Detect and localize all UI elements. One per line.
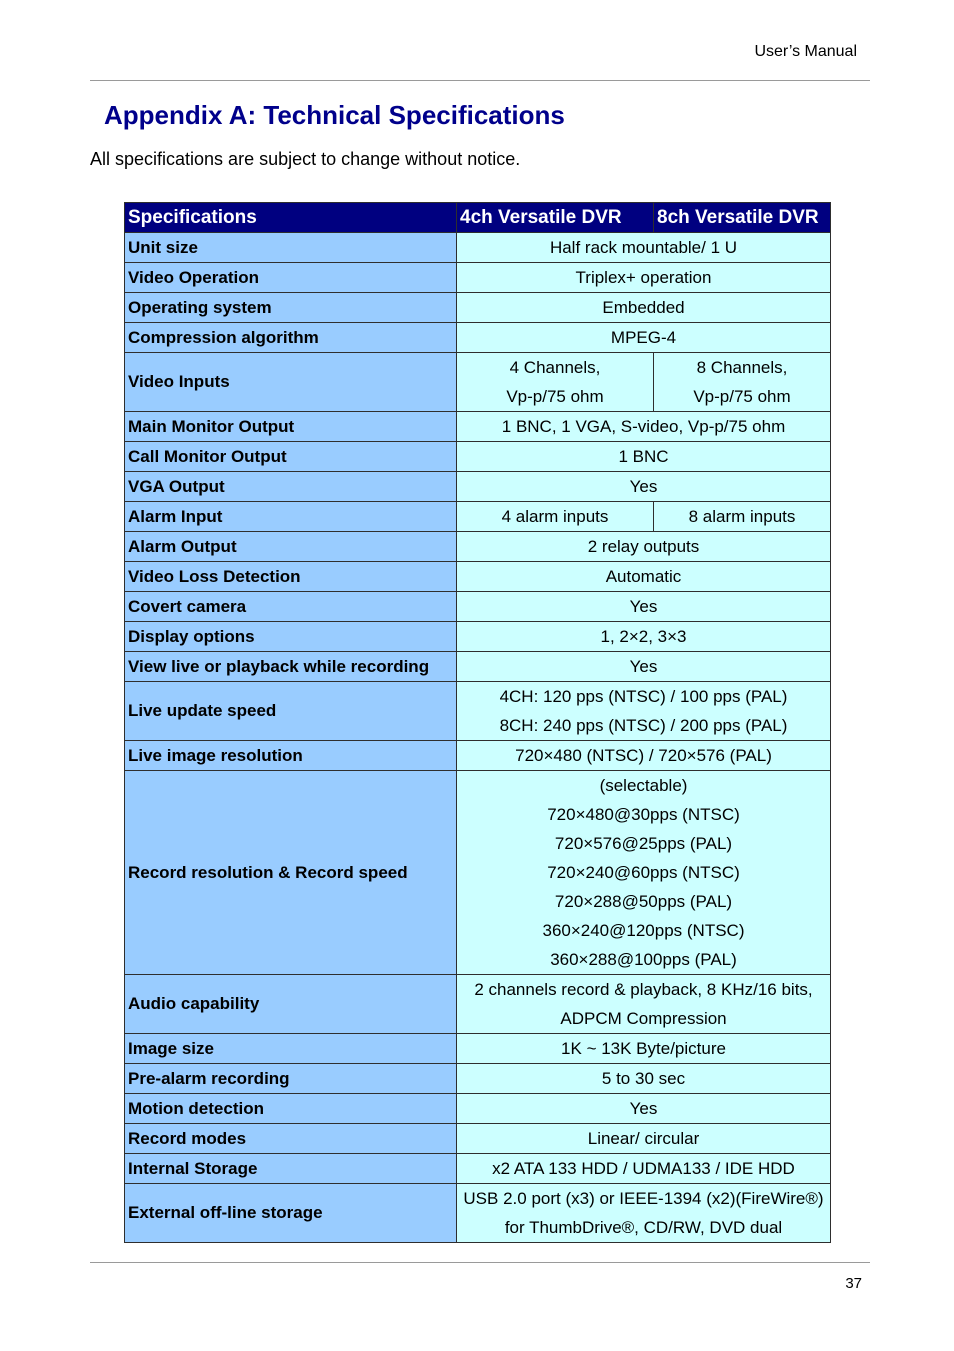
spec-value: [457, 1184, 831, 1243]
spec-label: External off-line storage: [125, 1184, 457, 1243]
value-line: 720×576@25pps (PAL): [554, 834, 733, 853]
value-line: Automatic: [605, 567, 682, 586]
value-line: 1, 2×2, 3×3: [600, 627, 687, 646]
value-line: USB 2.0 port (x3) or IEEE-1394 (x2)(FireWire®): [463, 1189, 824, 1208]
spec-value: [457, 1064, 831, 1094]
table-row: [125, 682, 831, 741]
header-divider: [90, 80, 870, 81]
value-line: 360×240@120pps (NTSC): [542, 921, 745, 940]
spec-label: Record modes: [125, 1124, 457, 1154]
spec-value: [457, 323, 831, 353]
value-line: 720×480@30pps (NTSC): [547, 805, 740, 824]
table-row: [125, 771, 831, 975]
spec-value: [457, 233, 831, 263]
value-line: MPEG-4: [610, 328, 677, 347]
spec-value: [457, 1034, 831, 1064]
spec-value: [457, 682, 831, 741]
spec-label: Live update speed: [125, 682, 457, 741]
value-line: 8CH: 240 pps (NTSC) / 200 pps (PAL): [499, 716, 788, 735]
table-row: [125, 472, 831, 502]
header-8ch-dvr: 8ch Versatile DVR: [654, 203, 831, 233]
spec-label: Alarm Output: [125, 532, 457, 562]
spec-label: Video Loss Detection: [125, 562, 457, 592]
spec-value: [457, 592, 831, 622]
table-row: [125, 293, 831, 323]
spec-value: [457, 532, 831, 562]
table-row: [125, 532, 831, 562]
spec-value-8ch: [654, 502, 831, 532]
page-title: Appendix A: Technical Specifications: [104, 100, 565, 130]
spec-value: [457, 263, 831, 293]
table-row: [125, 442, 831, 472]
value-line: (selectable): [599, 776, 688, 795]
header-specifications: Specifications: [125, 203, 457, 233]
value-line: 1 BNC, 1 VGA, S-video, Vp-p/75 ohm: [501, 417, 786, 436]
table-row: [125, 353, 831, 412]
spec-value: [457, 1094, 831, 1124]
header-4ch-dvr: 4ch Versatile DVR: [457, 203, 654, 233]
table-row: [125, 263, 831, 293]
spec-value: [457, 442, 831, 472]
table-row: [125, 1124, 831, 1154]
value-line: Yes: [629, 657, 658, 676]
value-line: Linear/ circular: [587, 1129, 700, 1148]
value-line: 1K ~ 13K Byte/picture: [561, 1039, 726, 1058]
value-line: Yes: [629, 597, 658, 616]
table-header-row: [125, 203, 831, 233]
value-line: 5 to 30 sec: [601, 1069, 686, 1088]
spec-value: [457, 412, 831, 442]
spec-label: Covert camera: [125, 592, 457, 622]
value-line: 2 relay outputs: [587, 537, 700, 556]
table-row: [125, 1154, 831, 1184]
table-row: [125, 233, 831, 263]
value-line: Vp-p/75 ohm: [506, 387, 604, 406]
spec-label: Operating system: [125, 293, 457, 323]
spec-label: Video Inputs: [125, 353, 457, 412]
spec-label: Motion detection: [125, 1094, 457, 1124]
table-row: [125, 1034, 831, 1064]
spec-label: Audio capability: [125, 975, 457, 1034]
table-row: [125, 741, 831, 771]
spec-label: Pre-alarm recording: [125, 1064, 457, 1094]
value-line: Half rack mountable/ 1 U: [549, 238, 738, 257]
value-line: 720×240@60pps (NTSC): [547, 863, 740, 882]
page-number: 37: [845, 1275, 862, 1292]
specifications-table: [124, 202, 831, 1243]
spec-label: Display options: [125, 622, 457, 652]
table-row: [125, 1064, 831, 1094]
spec-label: View live or playback while recording: [125, 652, 457, 682]
spec-value: [457, 652, 831, 682]
spec-label: Internal Storage: [125, 1154, 457, 1184]
table-row: [125, 652, 831, 682]
spec-value: [457, 472, 831, 502]
value-line: x2 ATA 133 HDD / UDMA133 / IDE HDD: [492, 1159, 795, 1178]
value-line: 360×288@100pps (PAL): [550, 950, 737, 969]
spec-label: Call Monitor Output: [125, 442, 457, 472]
table-row: [125, 1094, 831, 1124]
spec-label: Alarm Input: [125, 502, 457, 532]
value-line: Embedded: [602, 298, 685, 317]
table-row: [125, 323, 831, 353]
value-line: Vp-p/75 ohm: [693, 387, 791, 406]
spec-label: VGA Output: [125, 472, 457, 502]
spec-value: [457, 622, 831, 652]
spec-value: [457, 562, 831, 592]
table-row: [125, 1184, 831, 1243]
spec-value: [457, 771, 831, 975]
spec-value-4ch: [457, 502, 654, 532]
spec-label: Image size: [125, 1034, 457, 1064]
running-header: User’s Manual: [754, 43, 857, 60]
spec-value-8ch: [654, 353, 831, 412]
spec-label: Compression algorithm: [125, 323, 457, 353]
spec-value: [457, 741, 831, 771]
value-line: 2 channels record & playback, 8 KHz/16 bits,: [474, 980, 813, 999]
spec-value: [457, 975, 831, 1034]
spec-label: Live image resolution: [125, 741, 457, 771]
spec-label: Unit size: [125, 233, 457, 263]
table-row: [125, 562, 831, 592]
spec-value: [457, 293, 831, 323]
table-row: [125, 975, 831, 1034]
value-line: Triplex+ operation: [575, 268, 712, 287]
value-line: Yes: [629, 1099, 658, 1118]
value-line: 720×288@50pps (PAL): [554, 892, 733, 911]
value-line: 8 alarm inputs: [688, 507, 796, 526]
spec-value-4ch: [457, 353, 654, 412]
table-row: [125, 412, 831, 442]
table-body: [125, 233, 831, 1243]
footer-divider: [90, 1262, 870, 1263]
spec-label: Record resolution & Record speed: [125, 771, 457, 975]
value-line: 8 Channels,: [696, 358, 788, 377]
table-row: [125, 592, 831, 622]
spec-value: [457, 1154, 831, 1184]
spec-label: Main Monitor Output: [125, 412, 457, 442]
intro-text: All specifications are subject to change without notice.: [90, 149, 521, 169]
value-line: Yes: [629, 477, 658, 496]
value-line: ADPCM Compression: [560, 1009, 727, 1028]
table-row: [125, 622, 831, 652]
table-row: [125, 502, 831, 532]
value-line: 4 alarm inputs: [501, 507, 609, 526]
value-line: 4 Channels,: [509, 358, 601, 377]
value-line: 4CH: 120 pps (NTSC) / 100 pps (PAL): [499, 687, 788, 706]
value-line: 1 BNC: [618, 447, 669, 466]
spec-label: Video Operation: [125, 263, 457, 293]
spec-value: [457, 1124, 831, 1154]
value-line: for ThumbDrive®, CD/RW, DVD dual: [504, 1218, 783, 1237]
value-line: 720×480 (NTSC) / 720×576 (PAL): [515, 746, 772, 765]
